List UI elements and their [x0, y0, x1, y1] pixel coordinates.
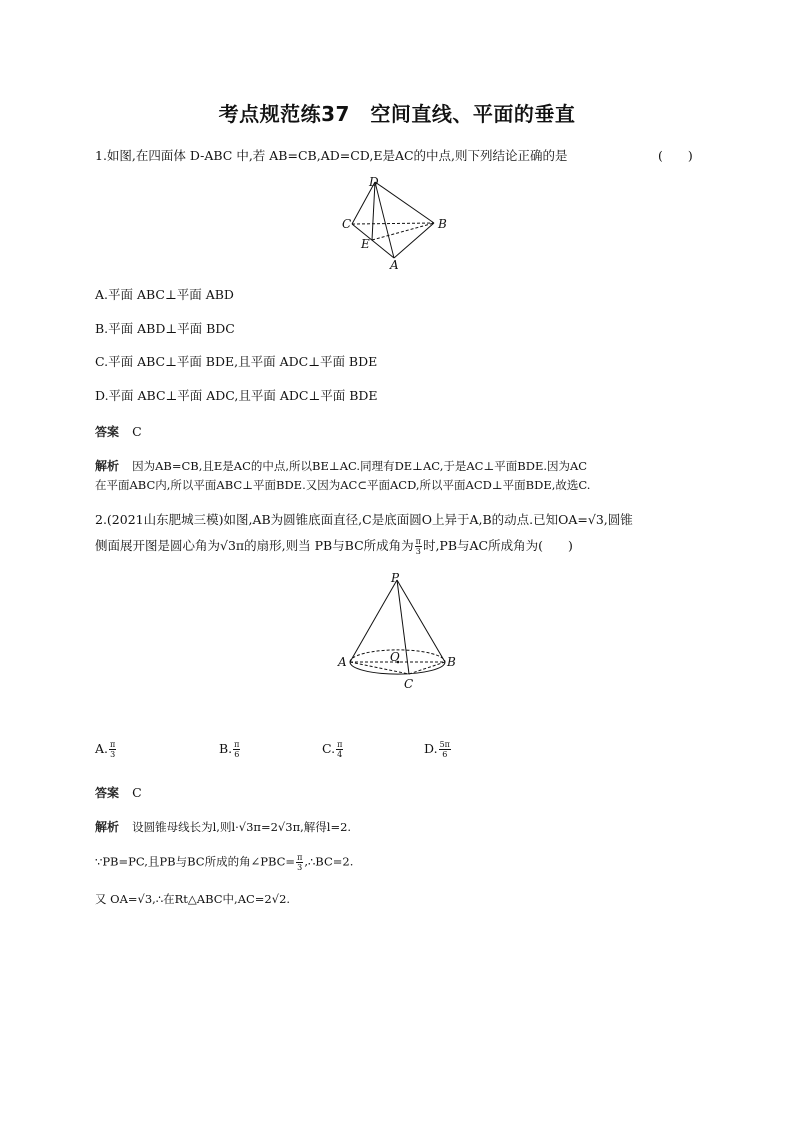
q2-label-b: B [447, 655, 456, 669]
q1-answer-value: C [132, 424, 142, 439]
q2-label-c: C [404, 677, 414, 690]
q1-option-b: B.平面 ABD⊥平面 BDC [95, 321, 235, 336]
q1-solution-line1 [95, 455, 587, 474]
q2-answer-value: C [132, 785, 142, 800]
q2-option-b: B. $\frac{\pi}{6}$ [219, 740, 240, 759]
q1-solution-text1: 因为AB=CB,且E是AC的中点,所以BE⊥AC.同理有DE⊥AC,于是AC⊥平面BDE.因为AC [132, 459, 588, 473]
q1-option-d: D.平面 ABC⊥平面 ADC,且平面 ADC⊥平面 BDE [95, 388, 378, 403]
q2-stem-line1: 2.(2021山东肥城三模)如图,AB为圆锥底面直径,C是底面圆O上异于A,B的动点.已知OA=√3,圆锥 [95, 512, 633, 527]
q1-label-b: B [438, 217, 447, 231]
q2-label-o: O [390, 650, 400, 664]
q1-option-a: A.平面 ABC⊥平面 ABD [95, 287, 234, 302]
q2-solution-text1: 设圆锥母线长为l,则l·√3π=2√3π,解得l=2. [132, 820, 352, 834]
q2-label-a: A [338, 655, 347, 669]
q2-solution-line3: 又 OA=√3,∴在Rt△ABC中,AC=2√2. [95, 892, 291, 906]
q2-stem-line2 [95, 536, 573, 556]
q2-stem-line2-b: 时,PB与AC所成角为( ) [422, 538, 573, 553]
q1-answer-label: 答案 [95, 425, 120, 439]
q2-solution-label: 解析 [95, 820, 120, 834]
q1-solution-line2: 在平面ABC内,所以平面ABC⊥平面BDE.又因为AC⊂平面ACD,所以平面ACD⊥平面BDE,故选C. [95, 478, 591, 492]
q2-option-d: D. $\frac{5\pi}{6}$ [424, 740, 450, 759]
q1-tetrahedron-figure [330, 172, 460, 272]
q2-answer-row [95, 782, 142, 801]
q2-stem-line2-a: 侧面展开图是圆心角为√3π的扇形,则当 PB与BC所成角为 [95, 538, 414, 553]
q1-label-d: D [369, 175, 379, 189]
q2-option-a: A. $\frac{\pi}{3}$ [95, 740, 116, 759]
q2-label-p: P [391, 571, 400, 585]
q1-solution-label: 解析 [95, 459, 120, 473]
page-title: 考点规范练37 空间直线、平面的垂直 [218, 102, 576, 126]
q2-solution-fraction: $\frac{\pi}{3}$ [297, 853, 303, 872]
q2-solution-line1 [95, 816, 351, 835]
q1-answer-row [95, 421, 142, 440]
q1-label-c: C [342, 217, 352, 231]
q2-answer-label: 答案 [95, 786, 120, 800]
q2-option-c: C. $\frac{\pi}{4}$ [322, 740, 343, 759]
q1-label-a: A [390, 258, 399, 272]
q2-cone-figure [333, 568, 463, 690]
q1-option-c: C.平面 ABC⊥平面 BDE,且平面 ADC⊥平面 BDE [95, 354, 378, 369]
q2-stem-fraction: $\frac{\pi}{3}$ [415, 537, 421, 556]
q1-label-e: E [361, 237, 370, 251]
q1-stem: 1.如图,在四面体 D-ABC 中,若 AB=CB,AD=CD,E是AC的中点,则下列结论正确的是 [95, 148, 568, 163]
q2-solution-line2: ∵PB=PC,且PB与BC所成的角∠PBC= $\frac{\pi}{3}$ ,∴BC=2. [95, 853, 354, 872]
q1-answer-paren: ( ) [658, 148, 693, 163]
